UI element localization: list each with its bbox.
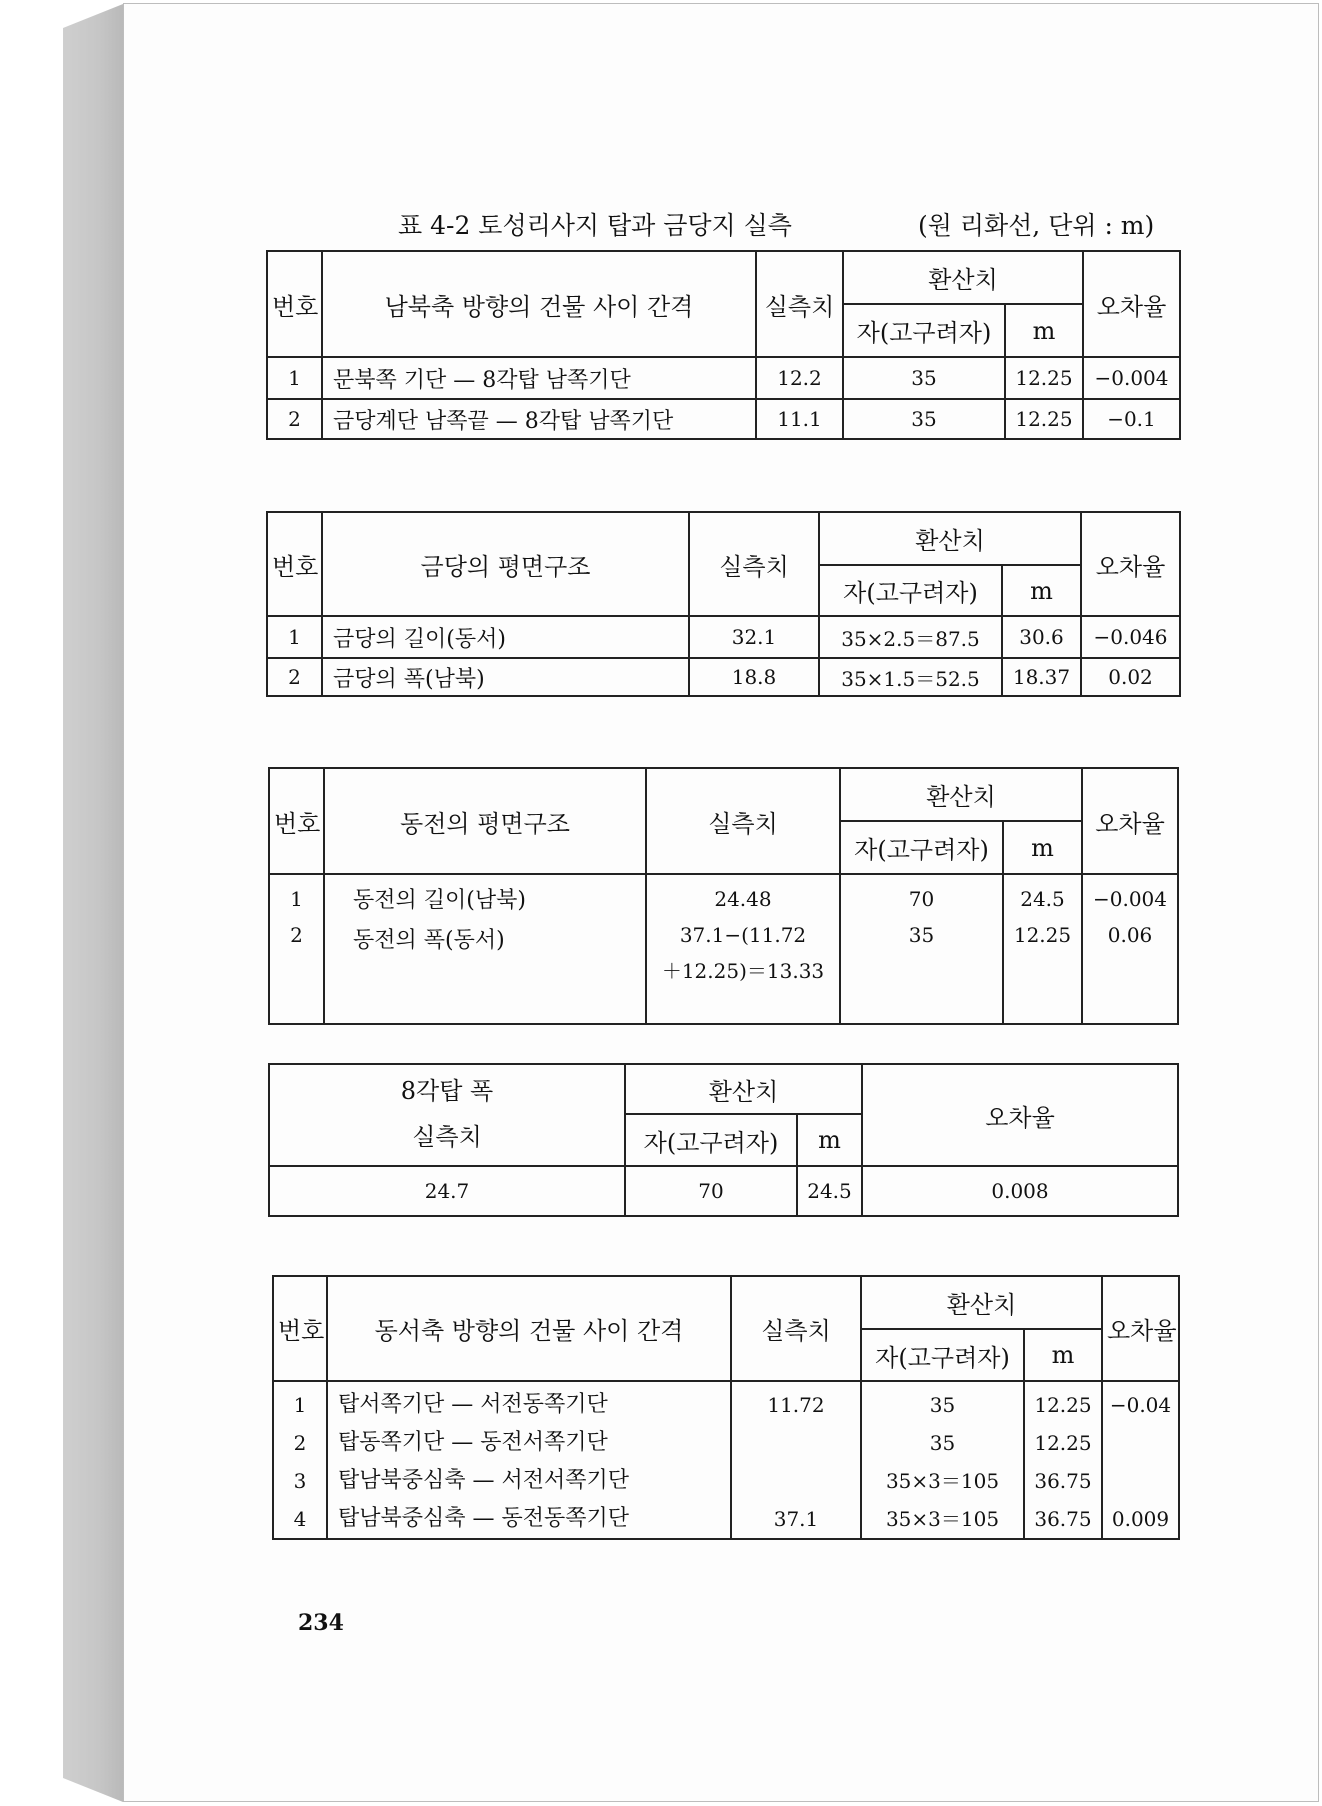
table-row	[267, 399, 1180, 439]
cell-error-rate: 0.02	[1081, 658, 1180, 696]
header-ja: 자(고구려자)	[840, 821, 1003, 874]
cell-measured-1: 24.48	[714, 887, 772, 911]
cell-number: 1	[267, 357, 322, 399]
cell-error-rate: −0.046	[1081, 616, 1180, 658]
cell-error-rate: −0.1	[1083, 399, 1180, 439]
cell-error-rate	[1082, 874, 1178, 1024]
cell-error-rate-2: 0.06	[1107, 923, 1153, 947]
header-converted: 환산치	[840, 768, 1082, 821]
header-measured: 실측치	[756, 251, 843, 357]
header-ja: 자(고구려자)	[843, 304, 1005, 357]
header-m: m	[1005, 304, 1083, 357]
cell-measured-2-cont: ＋12.25)＝13.33	[661, 959, 825, 983]
cell-ja: 35	[843, 399, 1005, 439]
cell-item: 문북쪽 기단 — 8각탑 남쪽기단	[322, 357, 756, 399]
header-number: 번호	[267, 251, 322, 357]
cell-measured-2: 37.1−(11.72	[679, 923, 807, 947]
table-east-west-spacing	[272, 1275, 1180, 1540]
header-m: m	[1002, 565, 1081, 616]
table-main-hall-plan	[266, 511, 1181, 697]
cell-ja: 35×2.5＝87.5	[819, 616, 1002, 658]
header-measured: 실측치	[731, 1276, 861, 1381]
header-number: 번호	[273, 1276, 327, 1381]
cell-item-3: 탑남북중심축 — 서전서쪽기단	[338, 1468, 630, 1493]
cell-m: 24.5	[797, 1166, 862, 1216]
header-ja: 자(고구려자)	[861, 1329, 1024, 1381]
header-pagoda-width	[269, 1064, 625, 1166]
cell-measured: 12.2	[756, 357, 843, 399]
header-item: 금당의 평면구조	[322, 512, 689, 616]
header-converted: 환산치	[843, 251, 1083, 304]
cell-m-2: 12.25	[1034, 1431, 1092, 1455]
cell-ja-4: 35×3＝105	[885, 1507, 1000, 1531]
book-spine	[63, 4, 123, 1802]
cell-number: 2	[267, 658, 322, 696]
cell-m	[1024, 1381, 1102, 1539]
cell-measured: 18.8	[689, 658, 819, 696]
cell-number-1: 1	[293, 1393, 307, 1417]
header-m: m	[797, 1114, 862, 1166]
cell-error-rate: 0.008	[862, 1166, 1178, 1216]
cell-measured-4: 37.1	[773, 1507, 819, 1531]
cell-item	[324, 874, 646, 1024]
cell-number: 1	[267, 616, 322, 658]
cell-m: 30.6	[1002, 616, 1081, 658]
cell-ja-1: 70	[908, 887, 935, 911]
cell-number	[269, 874, 324, 1024]
cell-ja: 35×1.5＝52.5	[819, 658, 1002, 696]
cell-number-2: 2	[293, 1431, 307, 1455]
header-number: 번호	[267, 512, 322, 616]
table-row	[267, 357, 1180, 399]
cell-item-2: 동전의 폭(동서)	[353, 927, 505, 953]
table-row	[269, 874, 1178, 1024]
header-converted: 환산치	[861, 1276, 1102, 1329]
cell-number-4: 4	[293, 1507, 307, 1531]
cell-ja-3: 35×3＝105	[885, 1469, 1000, 1493]
cell-ja: 35	[843, 357, 1005, 399]
header-number: 번호	[269, 768, 324, 874]
cell-m-1: 24.5	[1020, 887, 1065, 911]
cell-number-3: 3	[293, 1469, 307, 1493]
cell-number: 2	[267, 399, 322, 439]
cell-ja-2: 35	[929, 1431, 956, 1455]
table-east-hall-plan	[268, 767, 1179, 1025]
header-ja: 자(고구려자)	[819, 565, 1002, 616]
table-caption: 표 4-2 토성리사지 탑과 금당지 실측	[398, 211, 792, 240]
cell-ja	[861, 1381, 1024, 1539]
table-row	[267, 658, 1180, 696]
cell-item-4: 탑남북중심축 — 동전동쪽기단	[338, 1506, 630, 1531]
header-pagoda-width-label: 8각탑 폭	[400, 1077, 494, 1106]
cell-measured-2	[736, 1424, 856, 1462]
header-measured: 실측치	[412, 1123, 482, 1151]
cell-measured	[731, 1381, 861, 1539]
table-row	[269, 1166, 1178, 1216]
cell-ja-2: 35	[908, 923, 935, 947]
header-measured: 실측치	[646, 768, 840, 874]
cell-error-rate-2	[1107, 1424, 1174, 1462]
cell-error-rate-1: −0.004	[1092, 887, 1167, 911]
header-converted: 환산치	[625, 1064, 862, 1114]
cell-measured-1: 11.72	[767, 1393, 825, 1417]
header-item: 남북축 방향의 건물 사이 간격	[322, 251, 756, 357]
cell-measured: 24.7	[269, 1166, 625, 1216]
cell-item-1: 탑서쪽기단 — 서전동쪽기단	[338, 1392, 608, 1417]
cell-m-3: 36.75	[1034, 1469, 1092, 1493]
cell-measured: 11.1	[756, 399, 843, 439]
cell-error-rate-3	[1107, 1462, 1174, 1500]
header-item: 동전의 평면구조	[324, 768, 646, 874]
cell-item-2: 탑동쪽기단 — 동전서쪽기단	[338, 1430, 608, 1455]
cell-number	[273, 1381, 327, 1539]
page-number: 234	[298, 1610, 344, 1636]
cell-m-4: 36.75	[1034, 1507, 1092, 1531]
header-converted: 환산치	[819, 512, 1081, 565]
cell-m: 12.25	[1005, 357, 1083, 399]
cell-ja: 70	[625, 1166, 797, 1216]
cell-m	[1003, 874, 1082, 1024]
cell-item: 금당의 폭(남북)	[322, 658, 689, 696]
header-error-rate: 오차율	[1102, 1276, 1179, 1381]
header-error-rate: 오차율	[1083, 251, 1180, 357]
cell-ja	[840, 874, 1003, 1024]
cell-m: 18.37	[1002, 658, 1081, 696]
header-m: m	[1024, 1329, 1102, 1381]
table-row	[267, 616, 1180, 658]
cell-m-2: 12.25	[1013, 923, 1072, 947]
header-error-rate: 오차율	[1082, 768, 1178, 874]
header-error-rate: 오차율	[862, 1064, 1178, 1166]
cell-ja-1: 35	[929, 1393, 956, 1417]
header-m: m	[1003, 821, 1082, 874]
cell-m-1: 12.25	[1034, 1393, 1092, 1417]
cell-item: 금당의 길이(동서)	[322, 616, 689, 658]
cell-error-rate-4: 0.009	[1111, 1507, 1170, 1531]
table-unit-note: (원 리화선, 단위 : m)	[918, 211, 1155, 240]
cell-error-rate	[1102, 1381, 1179, 1539]
cell-item-1: 동전의 길이(남북)	[353, 888, 526, 913]
cell-measured: 32.1	[689, 616, 819, 658]
cell-measured-3	[736, 1462, 856, 1500]
table-north-south-spacing	[266, 250, 1181, 440]
cell-number-2: 2	[290, 923, 303, 947]
header-ja: 자(고구려자)	[625, 1114, 797, 1166]
table-row	[273, 1381, 1179, 1539]
cell-measured	[646, 874, 840, 1024]
header-item: 동서축 방향의 건물 사이 간격	[327, 1276, 731, 1381]
cell-item: 금당계단 남쪽끝 — 8각탑 남쪽기단	[322, 399, 756, 439]
cell-item	[327, 1381, 731, 1539]
table-octagonal-pagoda-width	[268, 1063, 1179, 1217]
cell-number-1: 1	[290, 887, 303, 911]
cell-error-rate: −0.004	[1083, 357, 1180, 399]
cell-error-rate-1: −0.04	[1109, 1393, 1172, 1417]
cell-m: 12.25	[1005, 399, 1083, 439]
header-error-rate: 오차율	[1081, 512, 1180, 616]
header-measured: 실측치	[689, 512, 819, 616]
